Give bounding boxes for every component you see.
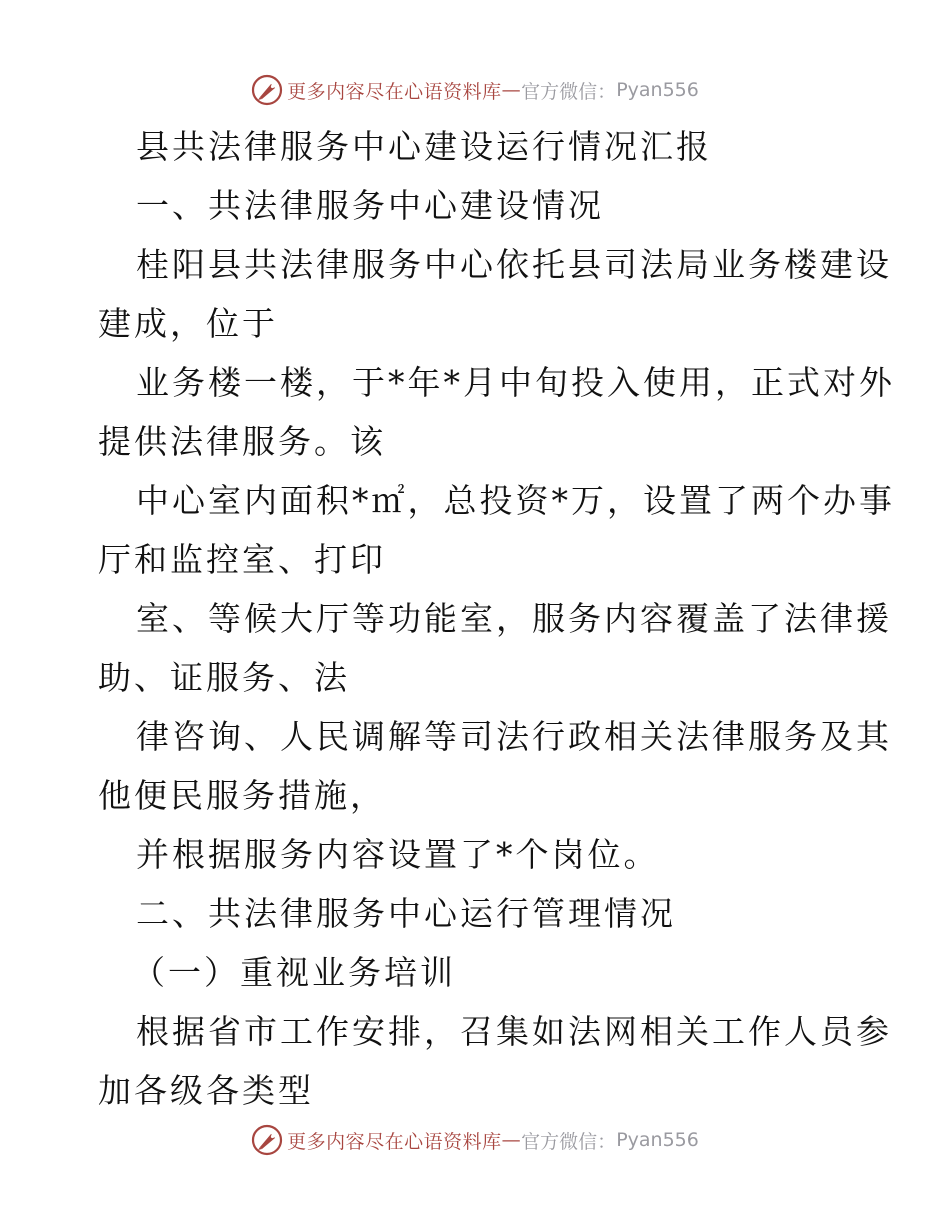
banner-separator: — <box>501 79 522 101</box>
banner-contact-id: Pyan556 <box>616 1129 699 1151</box>
banner-contact-label: 官方微信： <box>521 1130 617 1153</box>
paragraph-line: 建成，位于 <box>98 304 278 343</box>
paragraph-line: 厅和监控室、打印 <box>98 540 386 579</box>
banner-title: 更多内容尽在心语资料库 <box>287 1130 502 1153</box>
paragraph-line: 中心室内面积*㎡，总投资*万，设置了两个办事 <box>136 481 895 520</box>
banner-contact-id: Pyan556 <box>616 79 699 101</box>
paragraph-line: 提供法律服务。该 <box>98 422 386 461</box>
paragraph-line: 加各级各类型 <box>98 1071 314 1110</box>
paragraph-line: 助、证服务、法 <box>98 658 350 697</box>
document-title: 县共法律服务中心建设运行情况汇报 <box>136 127 712 166</box>
subsection-heading: （一）重视业务培训 <box>132 953 456 992</box>
banner-contact-label: 官方微信： <box>521 80 617 103</box>
banner-title: 更多内容尽在心语资料库 <box>287 80 502 103</box>
pen-nib-logo-icon <box>251 1124 283 1156</box>
section-heading: 二、共法律服务中心运行管理情况 <box>136 894 676 933</box>
banner-separator: — <box>501 1129 522 1151</box>
paragraph-line: 并根据服务内容设置了*个岗位。 <box>136 835 660 874</box>
paragraph-line: 业务楼一楼，于*年*月中旬投入使用，正式对外 <box>136 363 895 402</box>
paragraph-line: 他便民服务措施， <box>98 776 386 815</box>
footer-banner <box>0 1120 950 1160</box>
section-heading: 一、共法律服务中心建设情况 <box>136 186 604 225</box>
paragraph-line: 桂阳县共法律服务中心依托县司法局业务楼建设 <box>136 245 892 284</box>
paragraph-line: 根据省市工作安排，召集如法网相关工作人员参 <box>136 1012 892 1051</box>
paragraph-line: 室、等候大厅等功能室，服务内容覆盖了法律援 <box>136 599 892 638</box>
pen-nib-logo-icon <box>251 74 283 106</box>
header-banner <box>0 70 950 110</box>
paragraph-line: 律咨询、人民调解等司法行政相关法律服务及其 <box>136 717 892 756</box>
